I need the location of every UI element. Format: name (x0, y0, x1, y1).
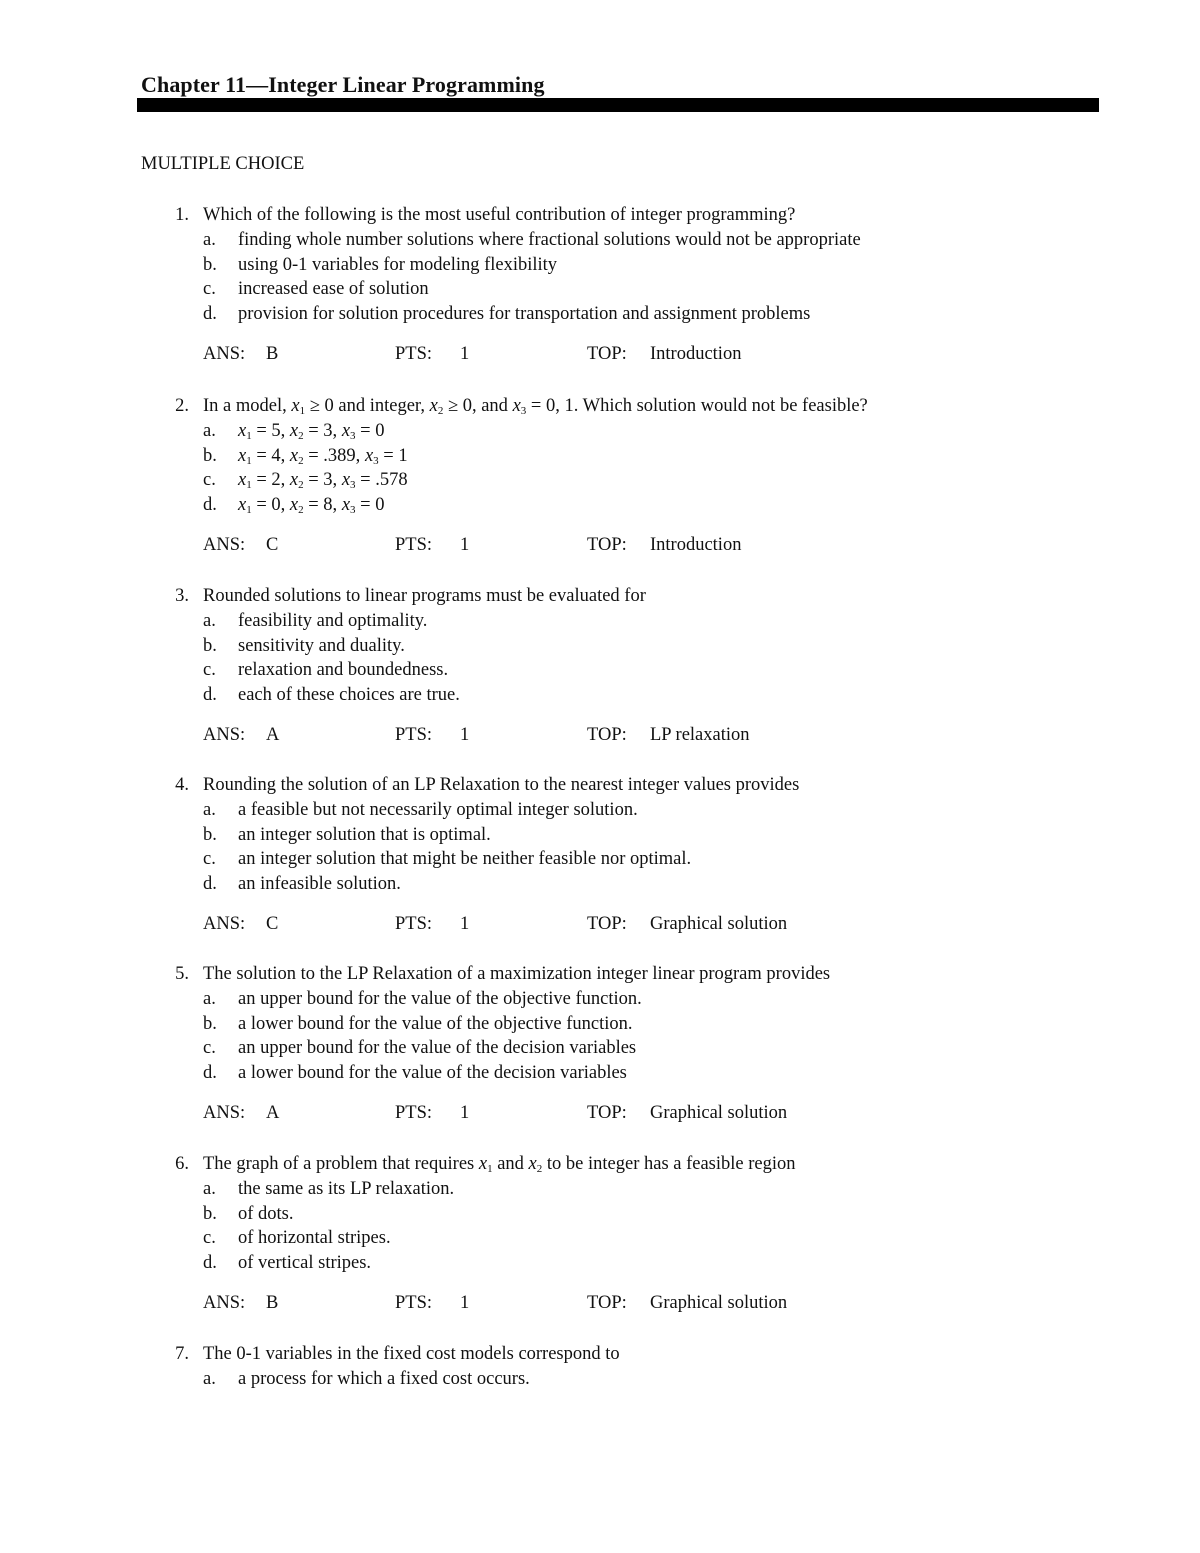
option-text: relaxation and boundedness. (238, 660, 449, 681)
option-row (0, 658, 1200, 683)
question-number: 4. (175, 775, 189, 795)
question-number: 3. (175, 586, 189, 606)
question-text: Rounding the solution of an LP Relaxation to the nearest integer values provides (203, 775, 800, 795)
option-letter: c. (203, 849, 216, 870)
pts-value: 1 (460, 343, 470, 364)
ans-label: ANS: (203, 343, 246, 364)
option-row (0, 1036, 1200, 1061)
option-text: finding whole number solutions where fractional solutions would not be appropriate (238, 229, 861, 250)
answer-meta-row (0, 1101, 1200, 1126)
option-letter: d. (203, 304, 217, 325)
question-text: The solution to the LP Relaxation of a maximization integer linear program provides (203, 964, 831, 984)
question-1 (0, 203, 1200, 367)
answer-meta-row (0, 1291, 1200, 1316)
top-label: TOP: (587, 1292, 627, 1313)
top-value: Introduction (650, 534, 742, 555)
question-number: 1. (175, 205, 189, 225)
option-text: a lower bound for the value of the objective function. (238, 1013, 633, 1034)
pts-label: PTS: (395, 913, 433, 934)
section-heading: MULTIPLE CHOICE (141, 154, 305, 174)
option-letter: a. (203, 229, 216, 250)
option-row (0, 253, 1200, 278)
pts-value: 1 (460, 534, 470, 555)
top-value: Graphical solution (650, 1292, 788, 1313)
option-row (0, 1367, 1200, 1392)
option-text: a process for which a fixed cost occurs. (238, 1368, 530, 1389)
option-text: $x_1 = 4$, $x_2 = .389$, $x_3 = 1$ (238, 445, 408, 467)
question-text: The graph of a problem that requires $x_1$ and $x_2$ to be integer has a feasible region (203, 1154, 796, 1175)
option-row (0, 302, 1200, 327)
option-letter: d. (203, 1063, 217, 1084)
option-text: an integer solution that might be neither feasible nor optimal. (238, 849, 692, 870)
question-6 (0, 1152, 1200, 1316)
option-text: $x_1 = 2$, $x_2 = 3$, $x_3 = .578$ (238, 470, 408, 492)
question-text: Rounded solutions to linear programs must be evaluated for (203, 586, 646, 606)
option-row (0, 847, 1200, 872)
option-letter: b. (203, 254, 217, 275)
option-letter: c. (203, 1038, 216, 1059)
answer-meta-row (0, 912, 1200, 937)
option-text: $x_1 = 5$, $x_2 = 3$, $x_3 = 0$ (238, 420, 385, 442)
option-row (0, 228, 1200, 253)
ans-value: B (266, 1292, 279, 1313)
option-letter: b. (203, 824, 217, 845)
ans-label: ANS: (203, 1292, 246, 1313)
pts-value: 1 (460, 913, 470, 934)
ans-value: A (266, 724, 280, 745)
top-value: Introduction (650, 343, 742, 364)
option-row (0, 1012, 1200, 1037)
option-row (0, 419, 1200, 444)
question-3 (0, 584, 1200, 748)
option-letter: c. (203, 279, 216, 300)
option-text: an upper bound for the value of the decision variables (238, 1038, 637, 1059)
question-number: 7. (175, 1344, 189, 1364)
option-row (0, 823, 1200, 848)
top-value: Graphical solution (650, 1102, 788, 1123)
top-label: TOP: (587, 534, 627, 555)
pts-value: 1 (460, 1292, 470, 1313)
ans-label: ANS: (203, 1102, 246, 1123)
option-text: of vertical stripes. (238, 1253, 372, 1274)
top-label: TOP: (587, 343, 627, 364)
pts-label: PTS: (395, 343, 433, 364)
ans-label: ANS: (203, 534, 246, 555)
option-text: using 0-1 variables for modeling flexibility (238, 254, 558, 275)
question-5 (0, 962, 1200, 1126)
option-letter: b. (203, 635, 217, 656)
question-7 (0, 1342, 1200, 1392)
option-row (0, 1226, 1200, 1251)
option-text: $x_1 = 0$, $x_2 = 8$, $x_3 = 0$ (238, 495, 385, 517)
option-row (0, 798, 1200, 823)
option-letter: d. (203, 1253, 217, 1274)
option-letter: a. (203, 799, 216, 820)
option-row (0, 468, 1200, 493)
option-row (0, 634, 1200, 659)
top-value: Graphical solution (650, 913, 788, 934)
option-row (0, 1251, 1200, 1276)
option-row (0, 987, 1200, 1012)
ans-label: ANS: (203, 913, 246, 934)
question-2 (0, 394, 1200, 558)
top-label: TOP: (587, 724, 627, 745)
option-letter: b. (203, 1203, 217, 1224)
option-row (0, 609, 1200, 634)
ans-value: A (266, 1102, 280, 1123)
option-letter: d. (203, 874, 217, 895)
option-letter: d. (203, 495, 217, 516)
answer-meta-row (0, 723, 1200, 748)
pts-value: 1 (460, 1102, 470, 1123)
option-letter: b. (203, 1013, 217, 1034)
option-letter: a. (203, 1368, 216, 1389)
pts-value: 1 (460, 724, 470, 745)
option-text: sensitivity and duality. (238, 635, 405, 656)
question-4 (0, 773, 1200, 937)
question-number: 2. (175, 396, 189, 416)
option-letter: a. (203, 420, 216, 441)
ans-label: ANS: (203, 724, 246, 745)
option-row (0, 1202, 1200, 1227)
option-row (0, 683, 1200, 708)
option-row (0, 277, 1200, 302)
title-rule-divider (137, 98, 1099, 112)
option-text: a lower bound for the value of the decision variables (238, 1063, 627, 1084)
option-text: each of these choices are true. (238, 685, 460, 706)
option-text: the same as its LP relaxation. (238, 1178, 455, 1199)
top-label: TOP: (587, 1102, 627, 1123)
question-text: In a model, $x_1 \ge 0$ and integer, $x_2 \ge 0$, and $x_3 = 0$, 1. Which solution would not be feasible? (203, 396, 868, 417)
option-letter: c. (203, 660, 216, 681)
top-value: LP relaxation (650, 724, 750, 745)
option-text: provision for solution procedures for transportation and assignment problems (238, 304, 811, 325)
option-row (0, 1177, 1200, 1202)
option-row (0, 444, 1200, 469)
option-row (0, 1061, 1200, 1086)
pts-label: PTS: (395, 724, 433, 745)
option-text: an upper bound for the value of the objective function. (238, 988, 642, 1009)
answer-meta-row (0, 533, 1200, 558)
option-row (0, 872, 1200, 897)
ans-value: C (266, 534, 279, 555)
chapter-title: Chapter 11—Integer Linear Programming (141, 72, 545, 97)
option-text: feasibility and optimality. (238, 610, 428, 631)
question-text: Which of the following is the most useful contribution of integer programming? (203, 205, 796, 225)
answer-meta-row (0, 342, 1200, 367)
pts-label: PTS: (395, 1292, 433, 1313)
ans-value: C (266, 913, 279, 934)
question-number: 6. (175, 1154, 189, 1174)
option-letter: c. (203, 470, 216, 491)
option-row (0, 493, 1200, 518)
option-letter: a. (203, 1178, 216, 1199)
pts-label: PTS: (395, 1102, 433, 1123)
option-text: a feasible but not necessarily optimal integer solution. (238, 799, 638, 820)
option-text: an infeasible solution. (238, 874, 401, 895)
option-letter: c. (203, 1228, 216, 1249)
option-letter: a. (203, 610, 216, 631)
question-number: 5. (175, 964, 189, 984)
option-text: of dots. (238, 1203, 294, 1224)
question-text: The 0-1 variables in the fixed cost models correspond to (203, 1344, 620, 1364)
ans-value: B (266, 343, 279, 364)
option-letter: b. (203, 445, 217, 466)
option-letter: a. (203, 988, 216, 1009)
option-text: increased ease of solution (238, 279, 429, 300)
option-text: an integer solution that is optimal. (238, 824, 491, 845)
pts-label: PTS: (395, 534, 433, 555)
top-label: TOP: (587, 913, 627, 934)
option-letter: d. (203, 685, 217, 706)
option-text: of horizontal stripes. (238, 1228, 391, 1249)
